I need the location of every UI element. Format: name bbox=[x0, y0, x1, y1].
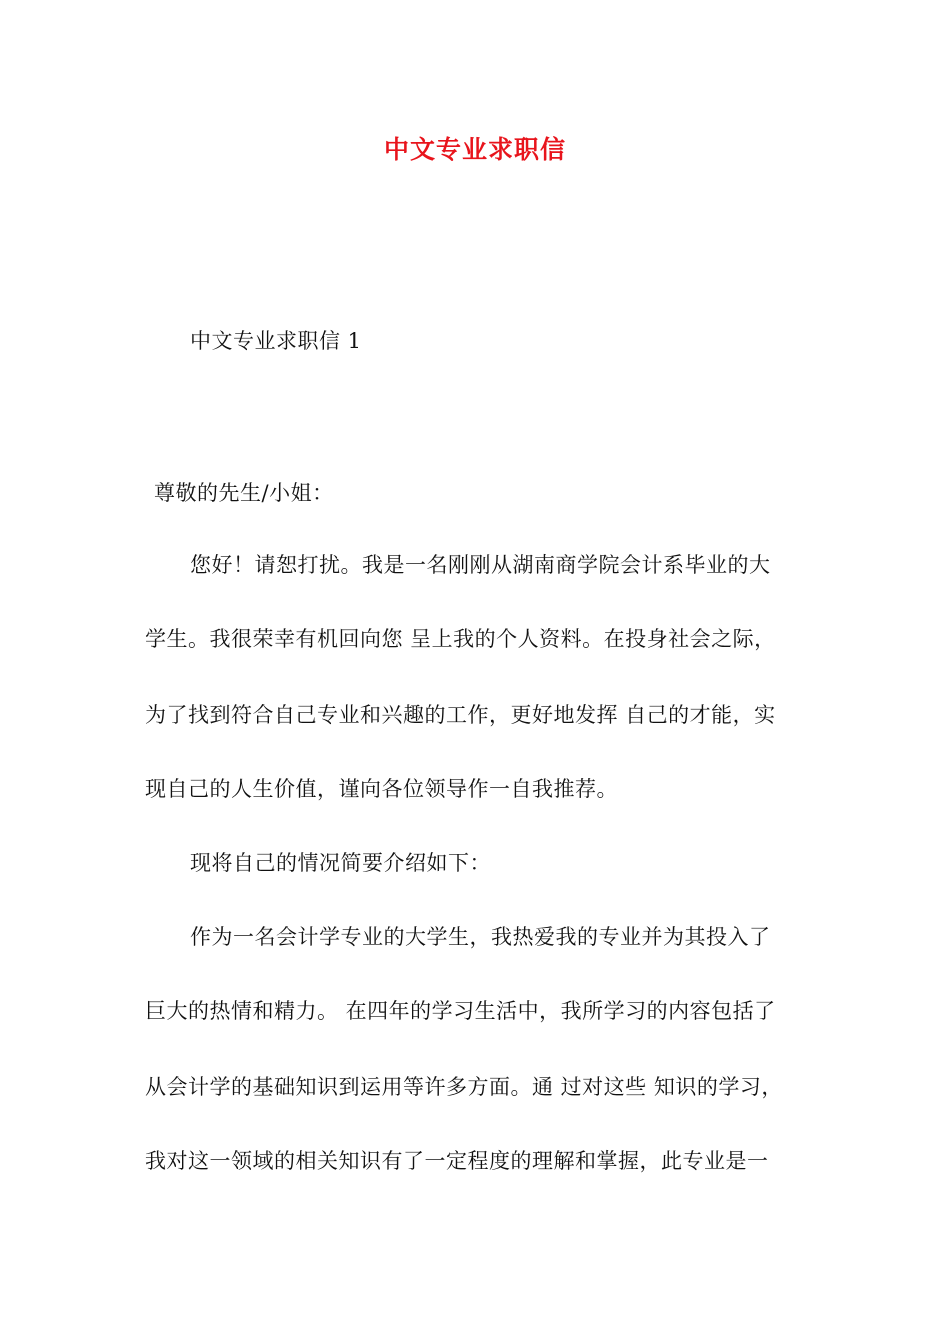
body-line-6: 作为一名会计学专业的大学生，我热爱我的专业并为其投入了 bbox=[190, 925, 771, 949]
body-line-2: 学生。我很荣幸有机回向您 呈上我的个人资料。在投身社会之际， bbox=[145, 627, 776, 651]
document-title: 中文专业求职信 bbox=[383, 135, 566, 164]
body-line-9: 我对这一领域的相关知识有了一定程度的理解和掌握，此专业是一 bbox=[145, 1149, 769, 1173]
body-line-3: 为了找到符合自己专业和兴趣的工作，更好地发挥 自己的才能，实 bbox=[145, 703, 776, 727]
body-line-7: 巨大的热情和精力。 在四年的学习生活中，我所学习的内容包括了 bbox=[145, 999, 776, 1023]
body-line-1: 您好！请恕打扰。我是一名刚刚从湖南商学院会计系毕业的大 bbox=[190, 553, 771, 577]
body-line-5: 现将自己的情况简要介绍如下： bbox=[190, 851, 491, 875]
section-heading: 中文专业求职信 1 bbox=[190, 329, 362, 353]
body-line-8: 从会计学的基础知识到运用等许多方面。通 过对这些 知识的学习， bbox=[145, 1075, 783, 1099]
salutation: 尊敬的先生/小姐： bbox=[154, 481, 334, 505]
body-line-4: 现自己的人生价值，谨向各位领导作一自我推荐。 bbox=[145, 777, 618, 801]
